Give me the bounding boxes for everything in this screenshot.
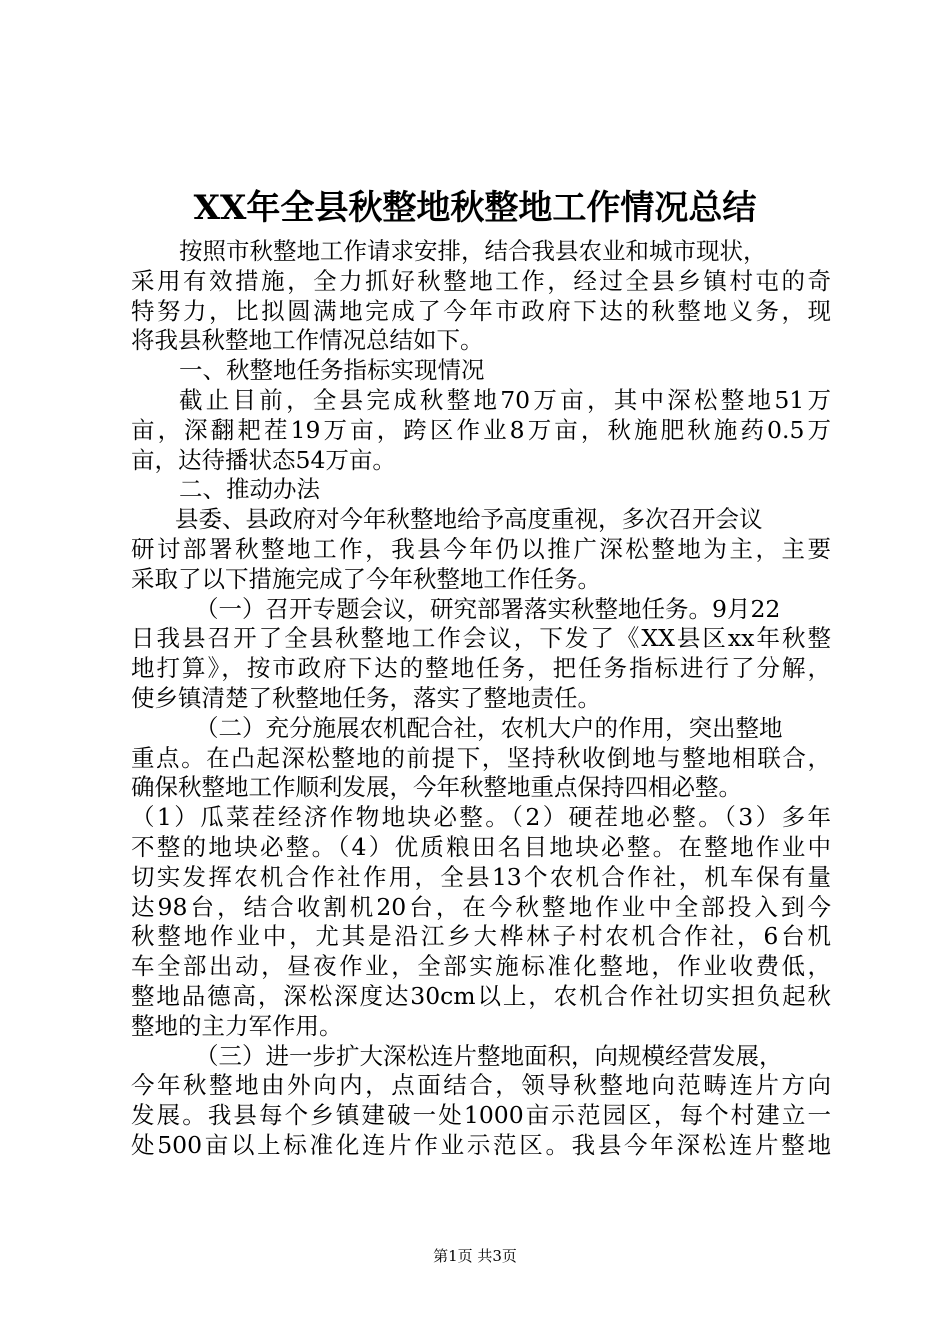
body-line: 不整的地块必整。（4）优质粮田名目地块必整。在整地作业中 <box>131 832 831 861</box>
body-line: 截止目前，全县完成秋整地70万亩，其中深松整地51万 <box>179 385 831 414</box>
body-line: （1）瓜菜茬经济作物地块必整。（2）硬茬地必整。（3）多年 <box>131 803 831 832</box>
body-line: 整地的主力军作用。 <box>131 1011 343 1040</box>
body-line: 采用有效措施，全力抓好秋整地工作，经过全县乡镇村屯的奇 <box>131 266 831 295</box>
section-heading: 二、推动办法 <box>179 475 320 504</box>
body-line: 采取了以下措施完成了今年秋整地工作任务。 <box>131 564 601 593</box>
body-line: 达98台，结合收割机20台，在今秋整地作业中全部投入到今 <box>131 892 831 921</box>
body-line: 地打算》，按市政府下达的整地任务，把任务指标进行了分解， <box>131 654 831 683</box>
body-line: 亩，深翻耙茬19万亩，跨区作业8万亩，秋施肥秋施药0.5万 <box>131 415 831 444</box>
body-line: 研讨部署秋整地工作，我县今年仍以推广深松整地为主，主要 <box>131 534 831 563</box>
body-line: （二）充分施展农机配合社，农机大户的作用，突出整地 <box>195 713 783 742</box>
body-line: 秋整地作业中，尤其是沿江乡大桦林子村农机合作社，6台机 <box>131 922 831 951</box>
body-line: 日我县召开了全县秋整地工作会议，下发了《XX县区xx年秋整 <box>131 624 831 653</box>
page-number-footer: 第1页 共3页 <box>433 1247 517 1265</box>
body-line: 县委、县政府对今年秋整地给予高度重视，多次召开会议 <box>175 505 763 534</box>
body-line: 处500亩以上标准化连片作业示范区。我县今年深松连片整地 <box>131 1130 831 1159</box>
body-line: 车全部出动，昼夜作业，全部实施标准化整地，作业收费低， <box>131 952 831 981</box>
body-line: 使乡镇清楚了秋整地任务，落实了整地责任。 <box>131 683 601 712</box>
section-heading: 一、秋整地任务指标实现情况 <box>179 356 485 385</box>
body-line: 按照市秋整地工作请求安排，结合我县农业和城市现状， <box>179 237 767 265</box>
body-line: 今年秋整地由外向内，点面结合，领导秋整地向范畴连片方向 <box>131 1071 831 1100</box>
body-line: （一）召开专题会议，研究部署落实秋整地任务。9月22 <box>195 594 781 623</box>
body-line: 重点。在凸起深松整地的前提下，坚持秋收倒地与整地相联合， <box>131 743 831 772</box>
body-line: 整地品德高，深松深度达30cm以上，农机合作社切实担负起秋 <box>131 981 831 1010</box>
body-line: 特努力，比拟圆满地完成了今年市政府下达的秋整地义务，现 <box>131 296 831 325</box>
body-line: 发展。我县每个乡镇建破一处1000亩示范园区，每个村建立一 <box>131 1101 831 1130</box>
body-line: （三）进一步扩大深松连片整地面积，向规模经营发展， <box>195 1041 783 1070</box>
body-line: 亩，达待播状态54万亩。 <box>131 445 396 474</box>
body-line: 确保秋整地工作顺利发展，今年秋整地重点保持四相必整。 <box>131 773 742 802</box>
document-title: XX年全县秋整地秋整地工作情况总结 <box>193 188 757 228</box>
body-line: 切实发挥农机合作社作用，全县13个农机合作社，机车保有量 <box>131 862 831 891</box>
document-body <box>131 237 831 1161</box>
body-line: 将我县秋整地工作情况总结如下。 <box>131 326 484 355</box>
